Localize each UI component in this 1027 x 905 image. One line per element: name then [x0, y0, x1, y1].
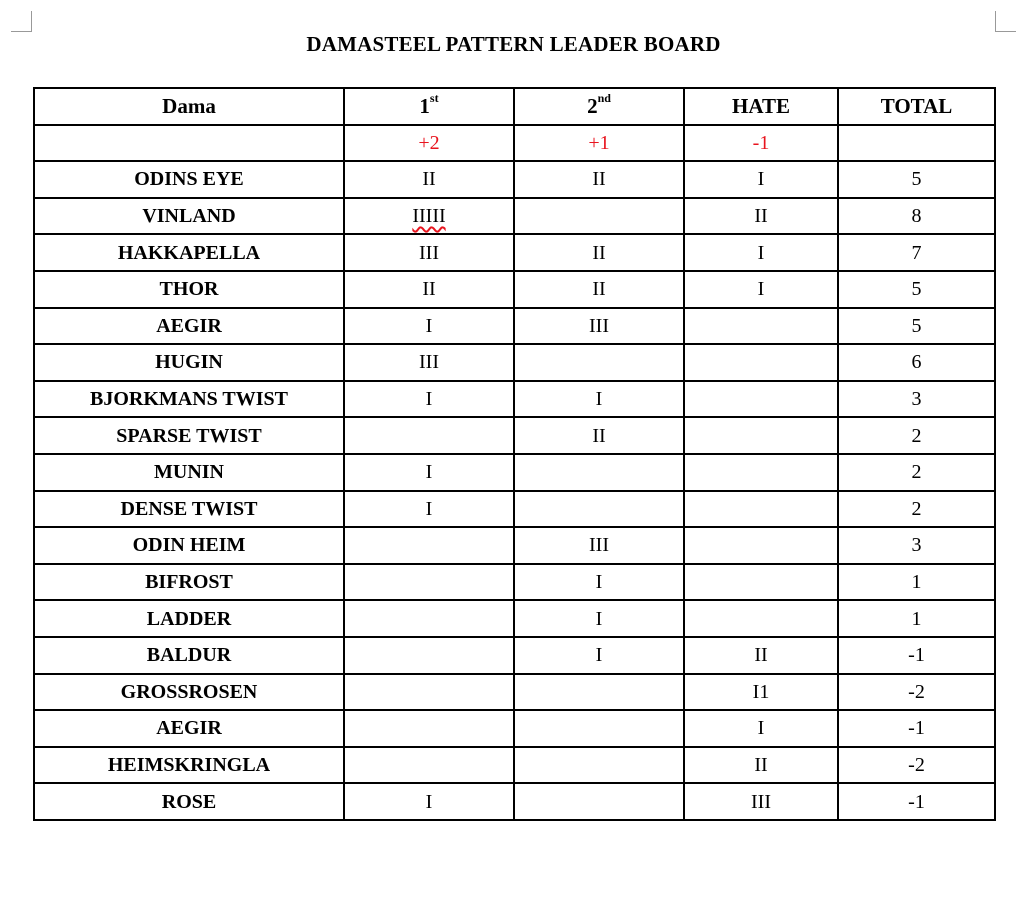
first-place-tally-cell: I: [344, 783, 514, 820]
table-row: [34, 637, 995, 674]
page-corner-mark-top-right: [995, 11, 1016, 32]
first-place-tally-cell: [344, 747, 514, 784]
first-place-tally-cell: III: [344, 344, 514, 381]
hate-tally-cell: [684, 600, 838, 637]
header-total: TOTAL: [838, 88, 995, 125]
total-score-cell: -1: [838, 783, 995, 820]
first-place-tally-cell: III: [344, 234, 514, 271]
second-place-tally-cell: II: [514, 271, 684, 308]
first-place-tally-cell: I: [344, 454, 514, 491]
header-first-suffix: st: [429, 91, 439, 106]
second-place-tally-cell: [514, 491, 684, 528]
second-place-tally-cell: I: [514, 564, 684, 601]
pattern-name-cell: SPARSE TWIST: [34, 417, 344, 454]
hate-tally-cell: I: [684, 161, 838, 198]
first-place-tally-cell: [344, 527, 514, 564]
table-row: [34, 381, 995, 418]
header-second-number: 2: [587, 94, 598, 119]
total-score-cell: 3: [838, 381, 995, 418]
first-place-tally-cell: [344, 710, 514, 747]
total-score-cell: -2: [838, 674, 995, 711]
total-score-cell: -1: [838, 637, 995, 674]
pattern-name-cell: BJORKMANS TWIST: [34, 381, 344, 418]
second-place-tally-cell: [514, 198, 684, 235]
hate-tally-cell: [684, 344, 838, 381]
header-first-number: 1: [419, 94, 430, 119]
second-place-tally-cell: [514, 674, 684, 711]
pattern-name-cell: ODINS EYE: [34, 161, 344, 198]
total-score-cell: 8: [838, 198, 995, 235]
hate-tally-cell: II: [684, 198, 838, 235]
header-dama: Dama: [34, 88, 344, 125]
total-score-cell: 2: [838, 417, 995, 454]
pattern-name-cell: ROSE: [34, 783, 344, 820]
pattern-name-cell: HEIMSKRINGLA: [34, 747, 344, 784]
first-place-tally-cell: II: [344, 271, 514, 308]
table-row: [34, 674, 995, 711]
header-first: [344, 88, 514, 125]
pattern-name-cell: HUGIN: [34, 344, 344, 381]
pattern-name-cell: GROSSROSEN: [34, 674, 344, 711]
table-row: [34, 198, 995, 235]
total-score-cell: 3: [838, 527, 995, 564]
header-row: [34, 88, 995, 125]
second-place-tally-cell: II: [514, 161, 684, 198]
first-place-tally-cell: [344, 564, 514, 601]
header-second: [514, 88, 684, 125]
hate-tally-cell: II: [684, 637, 838, 674]
total-score-cell: 2: [838, 454, 995, 491]
total-score-cell: 5: [838, 271, 995, 308]
total-score-cell: -2: [838, 747, 995, 784]
hate-tally-cell: III: [684, 783, 838, 820]
first-place-tally-cell: I: [344, 381, 514, 418]
total-score-cell: 5: [838, 308, 995, 345]
table-row: [34, 417, 995, 454]
first-place-tally-cell: [344, 417, 514, 454]
header-second-suffix: nd: [597, 91, 611, 106]
second-place-tally-cell: II: [514, 234, 684, 271]
hate-tally-cell: I: [684, 234, 838, 271]
table-row: [34, 454, 995, 491]
total-score-cell: 1: [838, 564, 995, 601]
table-row: [34, 161, 995, 198]
hate-tally-cell: I1: [684, 674, 838, 711]
first-place-tally-cell: [344, 674, 514, 711]
second-place-tally-cell: I: [514, 637, 684, 674]
pattern-name-cell: HAKKAPELLA: [34, 234, 344, 271]
points-row: [34, 125, 995, 162]
table-row: [34, 234, 995, 271]
table-row: [34, 491, 995, 528]
table-row: [34, 710, 995, 747]
hate-tally-cell: [684, 308, 838, 345]
table-row: [34, 747, 995, 784]
second-place-tally-cell: I: [514, 381, 684, 418]
points-total: [838, 125, 995, 162]
pattern-name-cell: MUNIN: [34, 454, 344, 491]
hate-tally-cell: [684, 381, 838, 418]
table-row: [34, 527, 995, 564]
points-first: +2: [344, 125, 514, 162]
total-score-cell: 6: [838, 344, 995, 381]
first-place-tally-cell: I: [344, 491, 514, 528]
pattern-name-cell: BIFROST: [34, 564, 344, 601]
first-place-tally-cell: II: [344, 161, 514, 198]
table-row: [34, 600, 995, 637]
second-place-tally-cell: [514, 344, 684, 381]
table-row: [34, 344, 995, 381]
table-row: [34, 271, 995, 308]
total-score-cell: -1: [838, 710, 995, 747]
hate-tally-cell: I: [684, 271, 838, 308]
table-row: [34, 564, 995, 601]
second-place-tally-cell: [514, 454, 684, 491]
second-place-tally-cell: [514, 710, 684, 747]
hate-tally-cell: II: [684, 747, 838, 784]
pattern-name-cell: DENSE TWIST: [34, 491, 344, 528]
second-place-tally-cell: I: [514, 600, 684, 637]
hate-tally-cell: [684, 527, 838, 564]
spellcheck-squiggle: IIIII: [412, 205, 446, 228]
points-dama: [34, 125, 344, 162]
second-place-tally-cell: II: [514, 417, 684, 454]
pattern-name-cell: ODIN HEIM: [34, 527, 344, 564]
first-place-tally-cell: [344, 600, 514, 637]
pattern-name-cell: VINLAND: [34, 198, 344, 235]
total-score-cell: 5: [838, 161, 995, 198]
pattern-name-cell: AEGIR: [34, 308, 344, 345]
hate-tally-cell: [684, 491, 838, 528]
hate-tally-cell: I: [684, 710, 838, 747]
leader-board-table: [33, 87, 996, 821]
total-score-cell: 2: [838, 491, 995, 528]
pattern-name-cell: LADDER: [34, 600, 344, 637]
pattern-name-cell: AEGIR: [34, 710, 344, 747]
document-title: DAMASTEEL PATTERN LEADER BOARD: [306, 32, 721, 56]
pattern-name-cell: BALDUR: [34, 637, 344, 674]
total-score-cell: 1: [838, 600, 995, 637]
second-place-tally-cell: [514, 747, 684, 784]
hate-tally-cell: [684, 417, 838, 454]
hate-tally-cell: [684, 454, 838, 491]
pattern-name-cell: THOR: [34, 271, 344, 308]
points-hate: -1: [684, 125, 838, 162]
points-second: +1: [514, 125, 684, 162]
hate-tally-cell: [684, 564, 838, 601]
total-score-cell: 7: [838, 234, 995, 271]
table-row: [34, 308, 995, 345]
first-place-tally-cell: [344, 198, 514, 235]
table-row: [34, 783, 995, 820]
second-place-tally-cell: III: [514, 308, 684, 345]
second-place-tally-cell: III: [514, 527, 684, 564]
first-place-tally-cell: [344, 637, 514, 674]
first-place-tally-cell: I: [344, 308, 514, 345]
page-corner-mark-top-left: [11, 11, 32, 32]
second-place-tally-cell: [514, 783, 684, 820]
header-hate: HATE: [684, 88, 838, 125]
